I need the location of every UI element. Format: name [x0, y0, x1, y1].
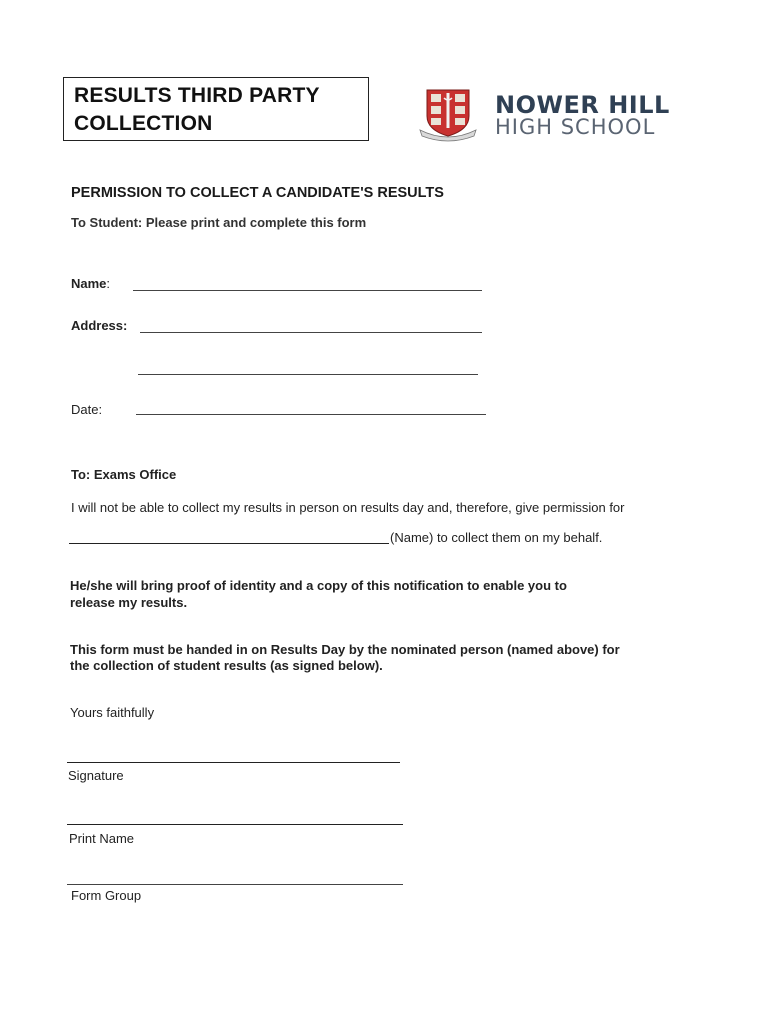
date-field-label: Date: — [71, 402, 103, 417]
nominee-name-suffix: (Name) to collect them on my behalf. — [390, 530, 603, 545]
proof-line-1: He/she will bring proof of identity and a copy of this notification to enable you to — [70, 578, 567, 593]
handin-line-2: the collection of student results (as signed below). — [70, 658, 383, 673]
address-field-line-2[interactable] — [138, 374, 478, 375]
form-title-line2: COLLECTION — [74, 112, 213, 135]
form-group-label: Form Group — [71, 888, 142, 903]
to-exams-office: To: Exams Office — [71, 467, 177, 482]
name-field-line[interactable] — [133, 290, 482, 291]
closing-text: Yours faithfully — [70, 705, 155, 720]
address-field-line-1[interactable] — [140, 332, 482, 333]
form-title-box — [63, 77, 369, 141]
permission-text: I will not be able to collect my results in person on results day and, therefore, give permission for — [71, 500, 625, 515]
school-name-line2: HIGH SCHOOL — [495, 115, 656, 139]
school-name-line1: NOWER HILL — [495, 91, 670, 119]
print-name-line[interactable] — [67, 824, 403, 825]
handin-line-1: This form must be handed in on Results Day by the nominated person (named above) for — [70, 642, 620, 657]
name-field-label — [71, 276, 110, 291]
name-label-colon: : — [106, 276, 111, 291]
permission-heading: PERMISSION TO COLLECT A CANDIDATE'S RESULTS — [71, 185, 444, 201]
signature-label: Signature — [68, 768, 124, 783]
student-instruction: To Student: Please print and complete this form — [71, 215, 367, 230]
form-group-line[interactable] — [67, 884, 403, 885]
proof-line-2: release my results. — [70, 595, 188, 610]
address-field-label: Address: — [71, 318, 128, 333]
signature-line[interactable] — [67, 762, 400, 763]
name-label-text: Name — [71, 276, 107, 291]
nominee-name-line[interactable] — [69, 543, 389, 544]
school-crest-icon — [418, 86, 478, 142]
date-field-line[interactable] — [136, 414, 486, 415]
print-name-label: Print Name — [69, 831, 135, 846]
form-title-line1: RESULTS THIRD PARTY — [74, 84, 320, 107]
